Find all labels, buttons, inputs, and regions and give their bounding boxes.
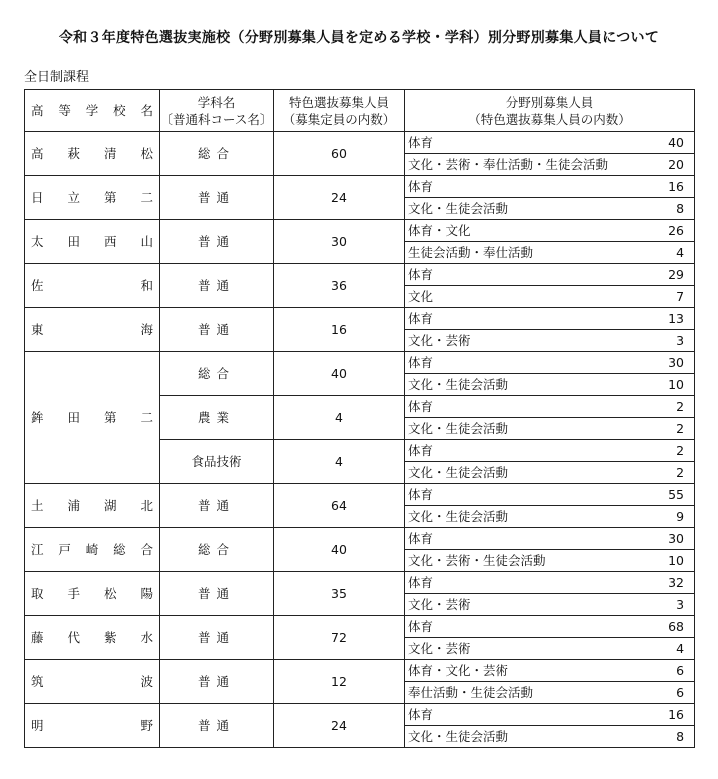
school-name-char: 萩 xyxy=(67,145,80,161)
field-name: 文化・芸術 xyxy=(405,594,651,616)
school-name-cell xyxy=(25,484,160,528)
school-name-char: 総 xyxy=(113,541,126,557)
field-count: 8 xyxy=(651,198,695,220)
school-name-char: 松 xyxy=(140,145,153,161)
school-name-char: 東 xyxy=(31,321,44,337)
field-name: 文化・芸術・生徒会活動 xyxy=(405,550,651,572)
course-subtitle: 全日制課程 xyxy=(24,70,90,85)
document-title: 令和３年度特色選抜実施校（分野別募集人員を定める学校・学科）別分野別募集人員について xyxy=(58,30,660,46)
school-name-char: 山 xyxy=(140,233,153,249)
school-name-char: 戸 xyxy=(58,541,71,557)
department-name: 総合 xyxy=(160,528,274,572)
school-name-char: 鉾 xyxy=(31,409,44,425)
field-name: 奉仕活動・生徒会活動 xyxy=(405,682,651,704)
header-school-char: 名 xyxy=(140,103,153,118)
field-name: 体育 xyxy=(405,572,651,594)
school-name-cell xyxy=(25,572,160,616)
school-name-cell xyxy=(25,660,160,704)
school-name xyxy=(31,321,153,339)
school-name-char: 高 xyxy=(31,145,44,161)
school-name-char: 北 xyxy=(140,497,153,513)
school-name-cell xyxy=(25,704,160,748)
school-name-char: 野 xyxy=(140,717,153,733)
field-count: 16 xyxy=(651,704,695,726)
field-count: 26 xyxy=(651,220,695,242)
school-name-cell xyxy=(25,528,160,572)
field-count: 68 xyxy=(651,616,695,638)
field-name: 体育・文化・芸術 xyxy=(405,660,651,682)
school-name-cell xyxy=(25,132,160,176)
school-name-cell xyxy=(25,616,160,660)
table-row xyxy=(25,528,695,550)
school-name-char: 紫 xyxy=(103,629,117,645)
school-name-char: 崎 xyxy=(85,541,99,557)
field-name: 体育・文化 xyxy=(405,220,651,242)
field-name: 文化・生徒会活動 xyxy=(405,418,651,440)
field-count: 40 xyxy=(651,132,695,154)
field-name: 文化・芸術 xyxy=(405,330,651,352)
department-name: 普通 xyxy=(160,616,274,660)
school-name xyxy=(31,541,153,559)
school-name-char: 佐 xyxy=(31,277,44,293)
department-name: 普通 xyxy=(160,264,274,308)
table-row xyxy=(25,264,695,286)
school-name-char: 陽 xyxy=(140,585,153,601)
field-name: 体育 xyxy=(405,484,651,506)
header-quota-line2: （募集定員の内数） xyxy=(282,111,396,127)
header-quota xyxy=(274,90,405,132)
department-name: 総合 xyxy=(160,352,274,396)
school-name-char: 西 xyxy=(103,233,117,249)
table-body xyxy=(25,132,695,748)
special-quota: 4 xyxy=(274,396,405,440)
school-name-char: 二 xyxy=(140,409,153,425)
header-field-line1: 分野別募集人員 xyxy=(505,94,594,110)
school-name-char: 手 xyxy=(67,585,80,601)
header-school-char: 高 xyxy=(31,103,44,118)
school-name xyxy=(31,409,153,427)
table-row xyxy=(25,176,695,198)
field-name: 生徒会活動・奉仕活動 xyxy=(405,242,651,264)
school-name-char: 波 xyxy=(140,673,153,689)
field-name: 体育 xyxy=(405,176,651,198)
field-count: 30 xyxy=(651,352,695,374)
school-name-char: 田 xyxy=(67,409,80,425)
special-quota: 12 xyxy=(274,660,405,704)
department-name: 食品技術 xyxy=(160,440,274,484)
school-name xyxy=(31,717,153,735)
table-row xyxy=(25,572,695,594)
special-quota: 40 xyxy=(274,352,405,396)
field-count: 32 xyxy=(651,572,695,594)
header-field-line2: （特色選抜募集人員の内数） xyxy=(468,111,631,127)
field-name: 体育 xyxy=(405,704,651,726)
field-count: 20 xyxy=(651,154,695,176)
school-name-char: 藤 xyxy=(31,629,44,645)
table-row xyxy=(25,308,695,330)
field-count: 7 xyxy=(651,286,695,308)
school-name-char: 田 xyxy=(67,233,80,249)
school-name-char: 江 xyxy=(31,541,44,557)
field-count: 8 xyxy=(651,726,695,748)
school-name xyxy=(31,233,153,251)
header-field-quota xyxy=(405,90,695,132)
field-count: 2 xyxy=(651,440,695,462)
school-name-char: 明 xyxy=(31,717,44,733)
special-quota: 40 xyxy=(274,528,405,572)
department-name: 普通 xyxy=(160,176,274,220)
special-quota: 24 xyxy=(274,176,405,220)
field-name: 文化・生徒会活動 xyxy=(405,198,651,220)
header-school-name xyxy=(25,90,160,132)
field-count: 10 xyxy=(651,374,695,396)
table-row xyxy=(25,220,695,242)
special-quota: 30 xyxy=(274,220,405,264)
school-name xyxy=(31,673,153,691)
field-name: 体育 xyxy=(405,528,651,550)
school-name-char: 取 xyxy=(31,585,44,601)
field-count: 16 xyxy=(651,176,695,198)
school-name-cell xyxy=(25,220,160,264)
school-name-char: 和 xyxy=(140,277,153,293)
header-school-label xyxy=(31,102,153,119)
table-row xyxy=(25,352,695,374)
school-name xyxy=(31,585,153,603)
header-department xyxy=(160,90,274,132)
header-school-char: 校 xyxy=(113,103,126,118)
school-name-char: 土 xyxy=(31,497,44,513)
department-name: 普通 xyxy=(160,704,274,748)
field-count: 30 xyxy=(651,528,695,550)
table-row xyxy=(25,484,695,506)
table-row xyxy=(25,132,695,154)
special-quota: 24 xyxy=(274,704,405,748)
school-name-char: 浦 xyxy=(67,497,80,513)
school-name xyxy=(31,145,153,163)
table-row xyxy=(25,660,695,682)
header-school-char: 学 xyxy=(85,103,99,118)
school-name-char: 日 xyxy=(31,189,44,205)
recruitment-table xyxy=(24,89,695,748)
field-count: 9 xyxy=(651,506,695,528)
school-name-char: 清 xyxy=(103,145,117,161)
school-name-char: 立 xyxy=(67,189,80,205)
table-row xyxy=(25,704,695,726)
field-name: 体育 xyxy=(405,132,651,154)
field-name: 文化・生徒会活動 xyxy=(405,726,651,748)
field-count: 10 xyxy=(651,550,695,572)
department-name: 普通 xyxy=(160,484,274,528)
field-count: 2 xyxy=(651,462,695,484)
special-quota: 4 xyxy=(274,440,405,484)
field-count: 55 xyxy=(651,484,695,506)
department-name: 普通 xyxy=(160,572,274,616)
school-name xyxy=(31,189,153,207)
header-department-line1: 学科名 xyxy=(197,94,236,110)
field-name: 体育 xyxy=(405,264,651,286)
field-name: 体育 xyxy=(405,308,651,330)
school-name-char: 松 xyxy=(103,585,117,601)
special-quota: 60 xyxy=(274,132,405,176)
field-name: 文化・芸術・奉仕活動・生徒会活動 xyxy=(405,154,651,176)
field-count: 2 xyxy=(651,396,695,418)
field-name: 体育 xyxy=(405,352,651,374)
field-count: 6 xyxy=(651,682,695,704)
field-count: 3 xyxy=(651,330,695,352)
school-name xyxy=(31,497,153,515)
field-name: 文化・生徒会活動 xyxy=(405,462,651,484)
field-count: 13 xyxy=(651,308,695,330)
header-school-char: 等 xyxy=(58,103,71,118)
department-name: 普通 xyxy=(160,660,274,704)
school-name-cell xyxy=(25,176,160,220)
field-name: 体育 xyxy=(405,396,651,418)
field-count: 6 xyxy=(651,660,695,682)
field-name: 文化・生徒会活動 xyxy=(405,506,651,528)
school-name-char: 太 xyxy=(31,233,44,249)
field-count: 4 xyxy=(651,638,695,660)
school-name-char: 代 xyxy=(67,629,80,645)
header-department-line2: 〔普通科コース名〕 xyxy=(160,111,273,127)
table-row xyxy=(25,616,695,638)
school-name-char: 湖 xyxy=(103,497,117,513)
school-name-char: 第 xyxy=(103,189,117,205)
field-count: 4 xyxy=(651,242,695,264)
field-name: 文化・生徒会活動 xyxy=(405,374,651,396)
special-quota: 72 xyxy=(274,616,405,660)
school-name-cell xyxy=(25,352,160,484)
school-name xyxy=(31,629,153,647)
school-name-cell xyxy=(25,308,160,352)
school-name-char: 筑 xyxy=(31,673,44,689)
department-name: 総合 xyxy=(160,132,274,176)
field-count: 29 xyxy=(651,264,695,286)
department-name: 農業 xyxy=(160,396,274,440)
special-quota: 64 xyxy=(274,484,405,528)
field-name: 文化 xyxy=(405,286,651,308)
school-name-char: 二 xyxy=(140,189,153,205)
department-name: 普通 xyxy=(160,220,274,264)
field-name: 体育 xyxy=(405,616,651,638)
field-count: 2 xyxy=(651,418,695,440)
special-quota: 36 xyxy=(274,264,405,308)
special-quota: 16 xyxy=(274,308,405,352)
school-name-char: 水 xyxy=(140,629,153,645)
field-name: 体育 xyxy=(405,440,651,462)
header-quota-line1: 特色選抜募集人員 xyxy=(288,94,389,110)
school-name-char: 第 xyxy=(103,409,117,425)
field-count: 3 xyxy=(651,594,695,616)
department-name: 普通 xyxy=(160,308,274,352)
field-name: 文化・芸術 xyxy=(405,638,651,660)
school-name xyxy=(31,277,153,295)
school-name-cell xyxy=(25,264,160,308)
special-quota: 35 xyxy=(274,572,405,616)
school-name-char: 合 xyxy=(140,541,153,557)
school-name-char: 海 xyxy=(140,321,153,337)
